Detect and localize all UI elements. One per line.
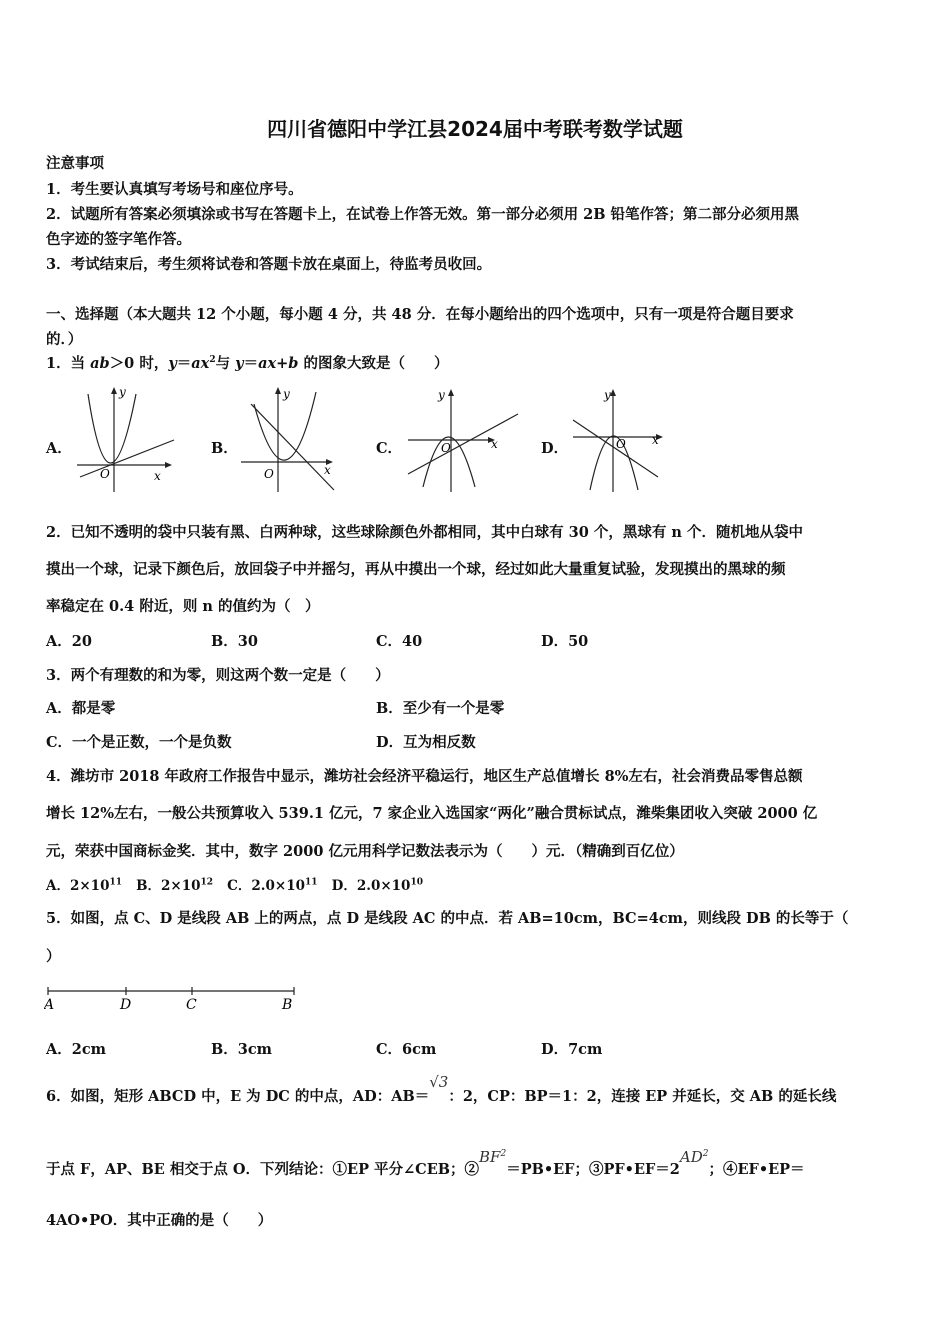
q4-option-d: D．$2.0\times 10^{10}$ [331,877,423,894]
notice-item-2-cont: 色字迹的签字笔作答。 [46,231,191,248]
q1a-origin-label: O [100,467,110,481]
question-2-line-3: 率稳定在 0.4 附近，则 n 的值约为（ ） [46,598,320,615]
question-2-line-2: 摸出一个球，记录下颜色后，放回袋子中并摇匀，再从中摸出一个球，经过如此大量重复试验，发现摸出的黑球的频 [46,561,786,578]
notice-item-2: 2．试题所有答案必须填涂或书写在答题卡上，在试卷上作答无效。第一部分必须用 2B 铅笔作答；第二部分必须用黑 [46,206,800,223]
q1d-y-label: y [604,388,611,402]
q2-option-c: C．40 [376,633,423,650]
q4-option-c: C．$2.0\times 10^{11}$ [227,877,318,894]
question-6-line-3: 4AO•PO．其中正确的是（ ） [46,1212,273,1229]
notice-item-1: 1．考生要认真填写考场号和座位序号。 [46,181,303,198]
q1d-x-label: x [652,433,659,447]
question-3-stem: 3．两个有理数的和为零，则这两个数一定是（ ） [46,667,390,684]
question-2-line-1: 2．已知不透明的袋中只装有黑、白两种球，这些球除颜色外都相同，其中白球有 30 个，黑球有 n 个．随机地从袋中 [46,524,803,541]
q1-graph-d [568,382,668,497]
q1a-x-label: x [154,469,161,483]
q1-option-b-label: B． [211,440,238,457]
q1-graph-c [403,382,523,497]
question-6-line-1: 6．如图，矩形 ABCD 中，E 为 DC 的中点，AD：AB＝√3：2，CP：BP＝1：2，连接 EP 并延长，交 AB 的延长线 [46,1073,837,1105]
q3-option-b: B．至少有一个是零 [376,700,505,717]
q1a-y-label: y [119,385,126,399]
q1-option-d-label: D． [541,440,569,457]
q3-option-c: C．一个是正数，一个是负数 [46,734,232,751]
q5-option-a: A．2cm [46,1041,107,1058]
q5-label-a: A [44,997,55,1013]
q2-option-a: A．20 [46,633,92,650]
question-4-line-1: 4．潍坊市 2018 年政府工作报告中显示，潍坊社会经济平稳运行，地区生产总值增长 8%左右，社会消费品零售总额 [46,768,803,785]
q5-option-c: C．6cm [376,1041,437,1058]
q1b-origin-label: O [264,467,274,481]
question-5-line-1: 5．如图，点 C、D 是线段 AB 上的两点，点 D 是线段 AC 的中点．若 AB=10cm，BC=4cm，则线段 DB 的长等于（ [46,910,849,927]
q5-label-c: C [186,997,197,1013]
q4-option-a: A．$2\times 10^{11}$ [46,877,122,894]
question-1-stem: 1．当 ab＞0 时，$y=ax^2$与 y＝ax+b 的图象大致是（ ） [46,355,449,372]
q1b-x-label: x [324,463,331,477]
q5-option-d: D．7cm [541,1041,603,1058]
q1b-y-label: y [283,387,290,401]
q1-graph-a [72,382,182,497]
q5-option-b: B．3cm [211,1041,273,1058]
q1d-origin-label: O [616,437,626,451]
q5-segment-figure [44,982,304,1014]
question-5-line-2: ） [46,948,61,965]
q4-options [46,874,423,894]
exam-title: 四川省德阳中学江县2024届中考联考数学试题 [267,117,683,141]
section-heading-cont: 的．） [46,331,83,348]
notice-item-3: 3．考试结束后，考生须将试卷和答题卡放在桌面上，待监考员收回。 [46,256,492,273]
section-heading: 一、选择题（本大题共 12 个小题，每小题 4 分，共 48 分．在每小题给出的四个选项中，只有一项是符合题目要求 [46,306,794,323]
sqrt3-expression: √3 [429,1073,449,1091]
question-4-line-2: 增长 12%左右，一般公共预算收入 539.1 亿元，7 家企业入选国家“两化”融合贯标试点，潍柴集团收入突破 2000 亿 [46,805,818,822]
q2-option-d: D．50 [541,633,589,650]
q1c-y-label: y [438,388,445,402]
q5-label-b: B [282,997,293,1013]
q1c-x-label: x [491,437,498,451]
notice-heading: 注意事项 [46,155,104,172]
q3-option-d: D．互为相反数 [376,734,476,751]
question-4-line-3: 元，荣获中国商标金奖．其中，数字 2000 亿元用科学记数法表示为（ ）元．（精确到百亿位） [46,843,684,860]
q2-option-b: B．30 [211,633,258,650]
q4-option-b: B．$2\times 10^{12}$ [136,877,214,894]
q5-label-d: D [120,997,132,1013]
q3-option-a: A．都是零 [46,700,116,717]
q1c-origin-label: O [441,441,451,455]
q1-option-a-label: A． [46,440,72,457]
question-6-line-2: 于点 F，AP、BE 相交于点 O．下列结论：①EP 平分∠CEB；$②BF^2=PB•EF$；$③PF•EF=2AD^2$；④EF•EP＝ [46,1148,805,1178]
ad-squared-expression: $AD^2$ [679,1148,709,1166]
q1-option-c-label: C． [376,440,403,457]
bf-squared-expression: $BF^2$ [479,1148,507,1166]
q1-graph-b [236,382,346,497]
